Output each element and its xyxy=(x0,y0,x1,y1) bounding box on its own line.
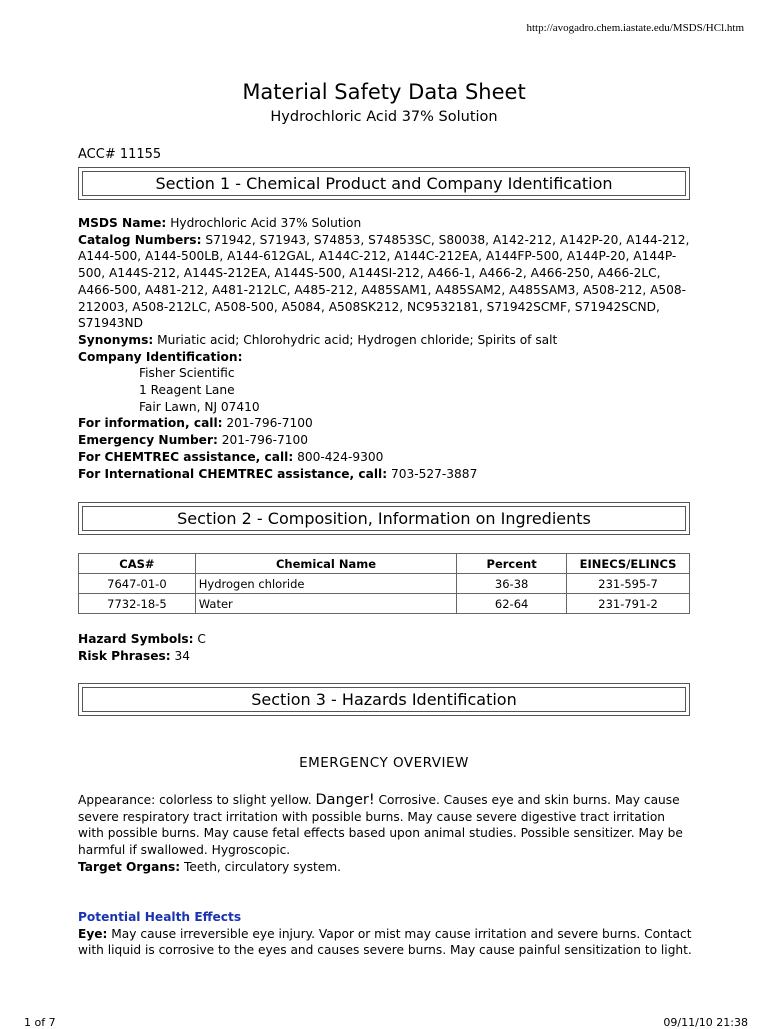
column-header: Chemical Name xyxy=(195,554,456,574)
target-organs-line xyxy=(78,859,693,876)
column-header: Percent xyxy=(457,554,567,574)
acc-number: ACC# 11155 xyxy=(78,147,162,162)
risk-phrases-line xyxy=(78,648,693,665)
msds-name-value: Hydrochloric Acid 37% Solution xyxy=(170,216,362,230)
company-line: Fair Lawn, NJ 07410 xyxy=(139,399,260,414)
eye-label: Eye: xyxy=(78,926,108,941)
eye-text: May cause irreversible eye injury. Vapor or mist may cause irritation and severe burns. Contact with liquid is corrosive to the eyes and causes severe burns. May cause painful sensitization to light. xyxy=(78,926,692,958)
company-label-line xyxy=(78,349,693,366)
catalog-line xyxy=(78,232,693,332)
section3-heading: Section 3 - Hazards Identification xyxy=(82,687,686,712)
target-organs-value: Teeth, circulatory system. xyxy=(184,859,342,874)
chemtrec-value: 800-424-9300 xyxy=(297,449,384,464)
page-title: Material Safety Data Sheet xyxy=(242,80,526,104)
msds-name-line xyxy=(78,215,693,232)
health-effects xyxy=(78,909,693,959)
msds-name-label: MSDS Name: xyxy=(78,216,167,230)
hazard-symbols-value: C xyxy=(197,632,206,646)
print-date: 09/11/10 21:38 xyxy=(663,1016,748,1029)
hazard-symbols-label: Hazard Symbols: xyxy=(78,632,194,646)
column-header: CAS# xyxy=(79,554,196,574)
appearance-paragraph xyxy=(78,792,693,876)
appearance-prefix: Appearance: colorless to slight yellow. xyxy=(78,793,312,807)
page-number: 1 of 7 xyxy=(24,1016,56,1029)
intl-chemtrec-value: 703-527-3887 xyxy=(390,466,478,481)
table-row xyxy=(79,594,690,614)
company-label: Company Identification: xyxy=(78,349,243,364)
danger-label: Danger! xyxy=(315,792,375,808)
page-subtitle: Hydrochloric Acid 37% Solution xyxy=(270,109,498,125)
catalog-value: S71942, S71943, S74853, S74853SC, S80038, A142-212, A142P-20, A144-212, A144-500, A144-500LB, A144-612GAL, A144C-212, A144C-212EA, A144FP-500, A144P-20, A144P-500, A144S-212, A144S-212EA, A144S-500, A144SI-212, A466-1, A466-2, A466-250, A466-2LC, A466-500, A481-212, A481-212LC, A485-212, A485SAM1, A485SAM2, A485SAM3, A508-212, A508-212003, A508-212LC, A508-500, A5084, A508SK212, NC9532181, S71942SCMF, S71942SCND, S71943ND xyxy=(78,232,690,331)
company-line: Fisher Scientific xyxy=(139,366,235,381)
section1-header xyxy=(78,167,690,200)
intl-chemtrec-label: For International CHEMTREC assistance, call: xyxy=(78,466,388,481)
info-value: 201-796-7100 xyxy=(226,416,313,431)
emergency-label: Emergency Number: xyxy=(78,433,218,448)
synonyms-label: Synonyms: xyxy=(78,332,154,347)
chemical-name-cell: Water xyxy=(195,594,456,614)
info-line xyxy=(78,415,693,432)
source-url: http://avogadro.chem.iastate.edu/MSDS/HCl.htm xyxy=(526,22,744,34)
risk-phrases-label: Risk Phrases: xyxy=(78,648,171,663)
section2-header xyxy=(78,502,690,535)
cas-cell: 7732-18-5 xyxy=(79,594,196,614)
einecs-cell: 231-595-7 xyxy=(567,574,690,594)
company-line: 1 Reagent Lane xyxy=(139,383,235,398)
eye-paragraph xyxy=(78,926,693,959)
emergency-value: 201-796-7100 xyxy=(221,433,309,448)
table-row xyxy=(79,574,690,594)
section1-heading: Section 1 - Chemical Product and Company Identification xyxy=(82,171,686,196)
hazard-codes xyxy=(78,631,693,664)
synonyms-line xyxy=(78,332,693,349)
chemtrec-label: For CHEMTREC assistance, call: xyxy=(78,449,294,464)
column-header: EINECS/ELINCS xyxy=(567,554,690,574)
health-effects-heading: Potential Health Effects xyxy=(78,910,242,924)
chemtrec-line xyxy=(78,449,693,466)
emergency-overview-title: EMERGENCY OVERVIEW xyxy=(299,755,469,771)
cas-cell: 7647-01-0 xyxy=(79,574,196,594)
einecs-cell: 231-791-2 xyxy=(567,594,690,614)
table-header-row xyxy=(79,554,690,574)
chemical-name-cell: Hydrogen chloride xyxy=(195,574,456,594)
catalog-label: Catalog Numbers: xyxy=(78,232,202,247)
info-label: For information, call: xyxy=(78,416,223,431)
appearance-rest: Corrosive. Causes eye and skin burns. May cause severe respiratory tract irritation with possible burns. May cause severe digestive tract irritation with possible burns. May cause fetal effects based upon animal studies. Possible sensitizer. May be harmful if swallowed. Hygroscopic. xyxy=(78,793,683,858)
target-organs-label: Target Organs: xyxy=(78,859,181,874)
percent-cell: 36-38 xyxy=(457,574,567,594)
section2-heading: Section 2 - Composition, Information on Ingredients xyxy=(82,506,686,531)
percent-cell: 62-64 xyxy=(457,594,567,614)
intl-chemtrec-line xyxy=(78,466,693,483)
hazard-symbols-line xyxy=(78,631,693,648)
risk-phrases-value: 34 xyxy=(174,648,191,663)
section1-body xyxy=(78,215,693,482)
section3-header xyxy=(78,683,690,716)
emergency-line xyxy=(78,432,693,449)
ingredients-table xyxy=(78,553,690,614)
synonyms-value: Muriatic acid; Chlorohydric acid; Hydrogen chloride; Spirits of salt xyxy=(157,332,558,347)
